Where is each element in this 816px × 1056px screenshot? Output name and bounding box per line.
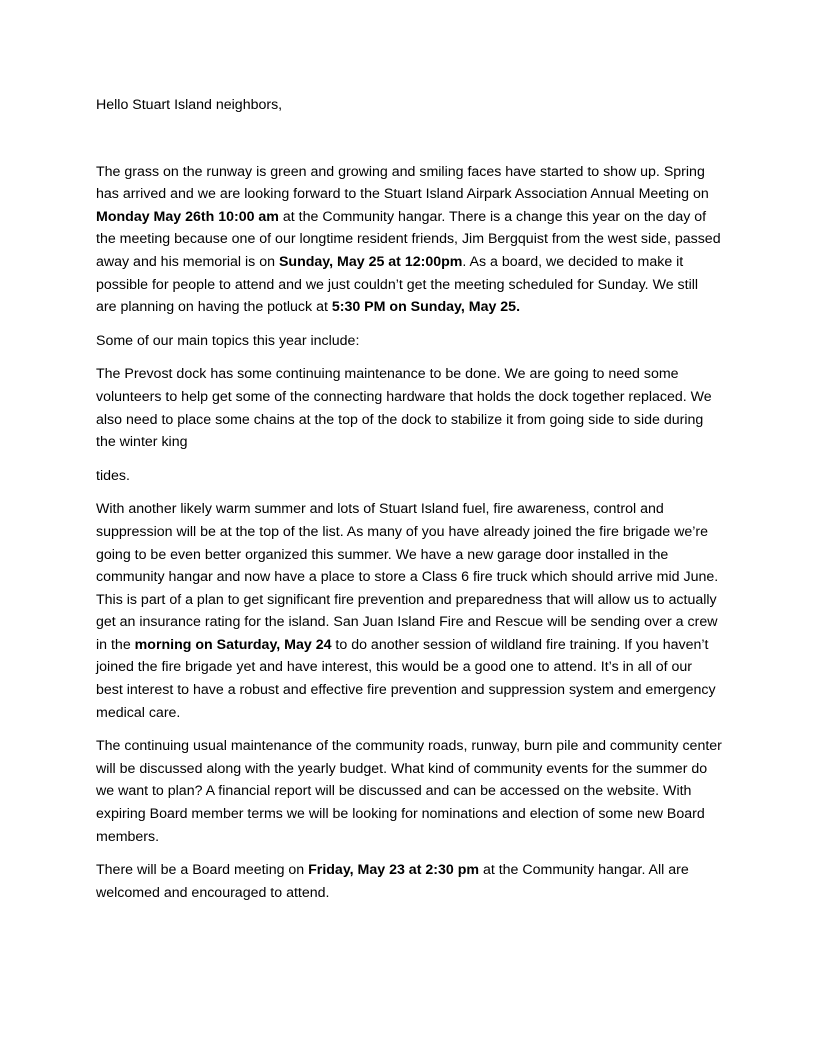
paragraph-annual-meeting: [96, 161, 722, 319]
bold-date-annual-meeting: Monday May 26th 10:00 am: [96, 208, 279, 225]
bold-date-potluck: 5:30 PM on Sunday, May 25.: [331, 299, 521, 316]
text-segment: With another likely warm summer and lots of Stuart Island fuel, fire awareness, control and suppression will be at the top of the list. As many of you have already joined the fire brigade we’re going to be even better organized this summer. We have a new garage door installed in the community hangar and now have a place to store a Class 6 fire truck which should arrive mid June. This is part of a plan to get significant fire prevention and preparedness that will allow us to actually get an insurance rating for the island. San Juan Island Fire and Rescue will be sending over a crew in the: [96, 501, 719, 653]
paragraph-maintenance: The continuing usual maintenance of the community roads, runway, burn pile and community center will be discussed along with the yearly budget. What kind of community events for the summer do we want to plan? A financial report will be discussed and can be accessed on the website. With expiring Board member terms we will be looking for nominations and election of some new Board members.: [96, 738, 722, 845]
text-segment: The grass on the runway is green and growing and smiling faces have started to show up. Spring has arrived and we are looking forward to the Stuart Island Airpark Association Annual Meeting on: [96, 163, 709, 203]
text-segment: to do another session of wildland fire training. If you haven’t joined the fire brigade yet and have interest, this would be a good one to attend. It’s in all of our best interest to have a robust and effective fire prevention and suppression system and emergency medical care.: [96, 636, 716, 721]
letter-body: [96, 94, 722, 915]
text-segment: at the Community hangar. All are welcomed and encouraged to attend.: [96, 862, 689, 901]
paragraph-topics-intro: Some of our main topics this year include:: [96, 332, 360, 349]
bold-date-memorial: Sunday, May 25 at 12:00pm: [278, 253, 463, 270]
text-segment: There will be a Board meeting on: [96, 862, 309, 879]
paragraph-fire-brigade: [96, 498, 722, 724]
greeting: Hello Stuart Island neighbors,: [96, 97, 283, 113]
paragraph-prevost-dock: The Prevost dock has some continuing maintenance to be done. We are going to need some volunteers to help get some of the connecting hardware that holds the dock together replaced. We also need to place some chains at the top of the dock to stabilize it from going side to side during the winter king: [96, 366, 712, 451]
paragraph-tides: tides.: [96, 467, 130, 484]
text-segment: . As a board, we decided to make it possible for people to attend and we just couldn’t get the meeting scheduled for Sunday. We still are planning on having the potluck at: [96, 253, 699, 316]
bold-date-fire-training: morning on Saturday, May 24: [134, 636, 332, 653]
paragraph-board-meeting: [96, 859, 722, 904]
bold-date-board-meeting: Friday, May 23 at 2:30 pm: [308, 862, 479, 879]
text-segment: at the Community hangar. There is a change this year on the day of the meeting because one of our longtime resident friends, Jim Bergquist from the west side, passed away and his memorial is on: [96, 208, 721, 270]
